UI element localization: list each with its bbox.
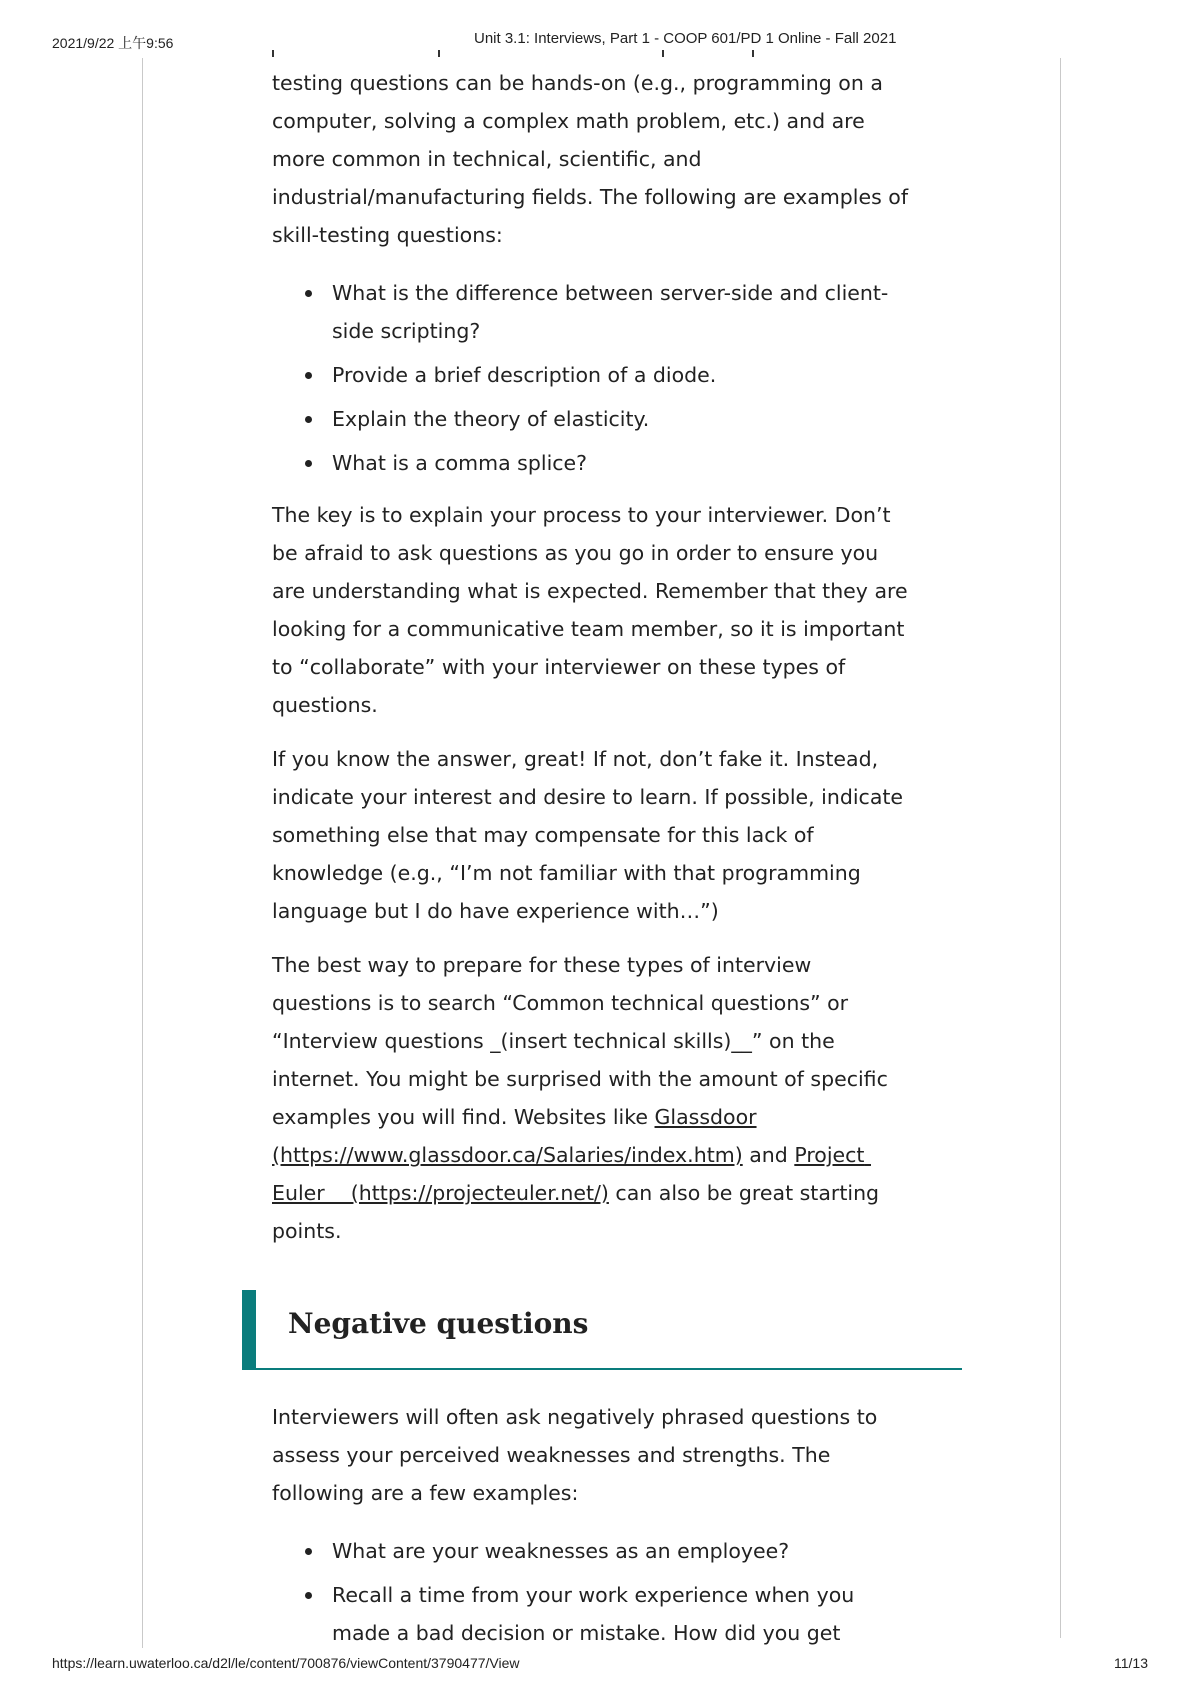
print-page-title: Unit 3.1: Interviews, Part 1 - COOP 601/PD 1 Online - Fall 2021 [474,30,897,47]
list-item-text: What are your weaknesses as an employee? [332,1539,790,1563]
know-answer-paragraph: If you know the answer, great! If not, don’t fake it. Instead, indicate your interest and desire to learn. If possible, indicate something else that may compensate for this lack of knowledge (e.g., “I’m not familiar with that programming language but I do have experience with…”) [272,747,904,923]
negative-questions-intro: Interviewers will often ask negatively phrased questions to assess your perceived weaknesses and strengths. The following are a few examples: [272,1405,878,1505]
skill-testing-examples-list [272,274,912,482]
negative-questions-list [272,1532,912,1652]
list-item [332,274,912,350]
list-item-text: What is a comma splice? [332,451,588,475]
skill-testing-intro: testing questions can be hands-on (e.g., programming on a computer, solving a complex math problem, etc.) and are more common in technical, scientific, and industrial/manufacturing fields. The following are examples of skill-testing questions: [272,71,909,247]
prepare-text-2: and [742,1143,795,1167]
list-item-text: Recall a time from your work experience when you made a bad decision or mistake. How did you get [332,1583,855,1645]
prepare-paragraph [272,946,912,1250]
list-item [332,444,912,482]
print-url: https://learn.uwaterloo.ca/d2l/le/content/700876/viewContent/3790477/View [52,1655,520,1671]
heading-accent-bar [242,1290,256,1368]
bullet-icon [305,290,312,297]
negative-questions-body [272,1398,912,1658]
content-frame-left-border [142,58,143,1648]
bullet-icon [305,460,312,467]
list-item [332,1532,912,1570]
bullet-icon [305,1592,312,1599]
prepare-text-3: can also be great starting points. [272,1181,880,1243]
bullet-icon [305,416,312,423]
list-item-text: Explain the theory of elasticity. [332,407,650,431]
list-item [332,356,912,394]
prepare-text-1: The best way to prepare for these types of interview questions is to search “Common technical questions” or “Interview questions _(insert technical skills)__” on the internet. You might be surprised with the amount of specific examples you will find. Websites like [272,953,888,1129]
article-body [272,64,912,1266]
project-euler-link[interactable]: Project Euler (https://projecteuler.net/) [272,1143,871,1205]
list-item [332,1576,912,1652]
content-frame-right-border [1060,58,1061,1638]
negative-questions-heading-block [242,1290,962,1370]
clipped-text-line [272,50,792,58]
list-item-text: Provide a brief description of a diode. [332,363,717,387]
print-datetime: 2021/9/22 上午9:56 [52,35,174,51]
print-page-number: 11/13 [1114,1655,1148,1671]
section-heading: Negative questions [288,1307,589,1340]
bullet-icon [305,1548,312,1555]
list-item-text: What is the difference between server-side and client-side scripting? [332,281,889,343]
bullet-icon [305,372,312,379]
glassdoor-link[interactable]: Glassdoor (https://www.glassdoor.ca/Salaries/index.htm) [272,1105,757,1167]
explain-process-paragraph: The key is to explain your process to your interviewer. Don’t be afraid to ask questions as you go in order to ensure you are understanding what is expected. Remember that they are looking for a communicative team member, so it is important to “collaborate” with your interviewer on these types of questions. [272,503,908,717]
list-item [332,400,912,438]
